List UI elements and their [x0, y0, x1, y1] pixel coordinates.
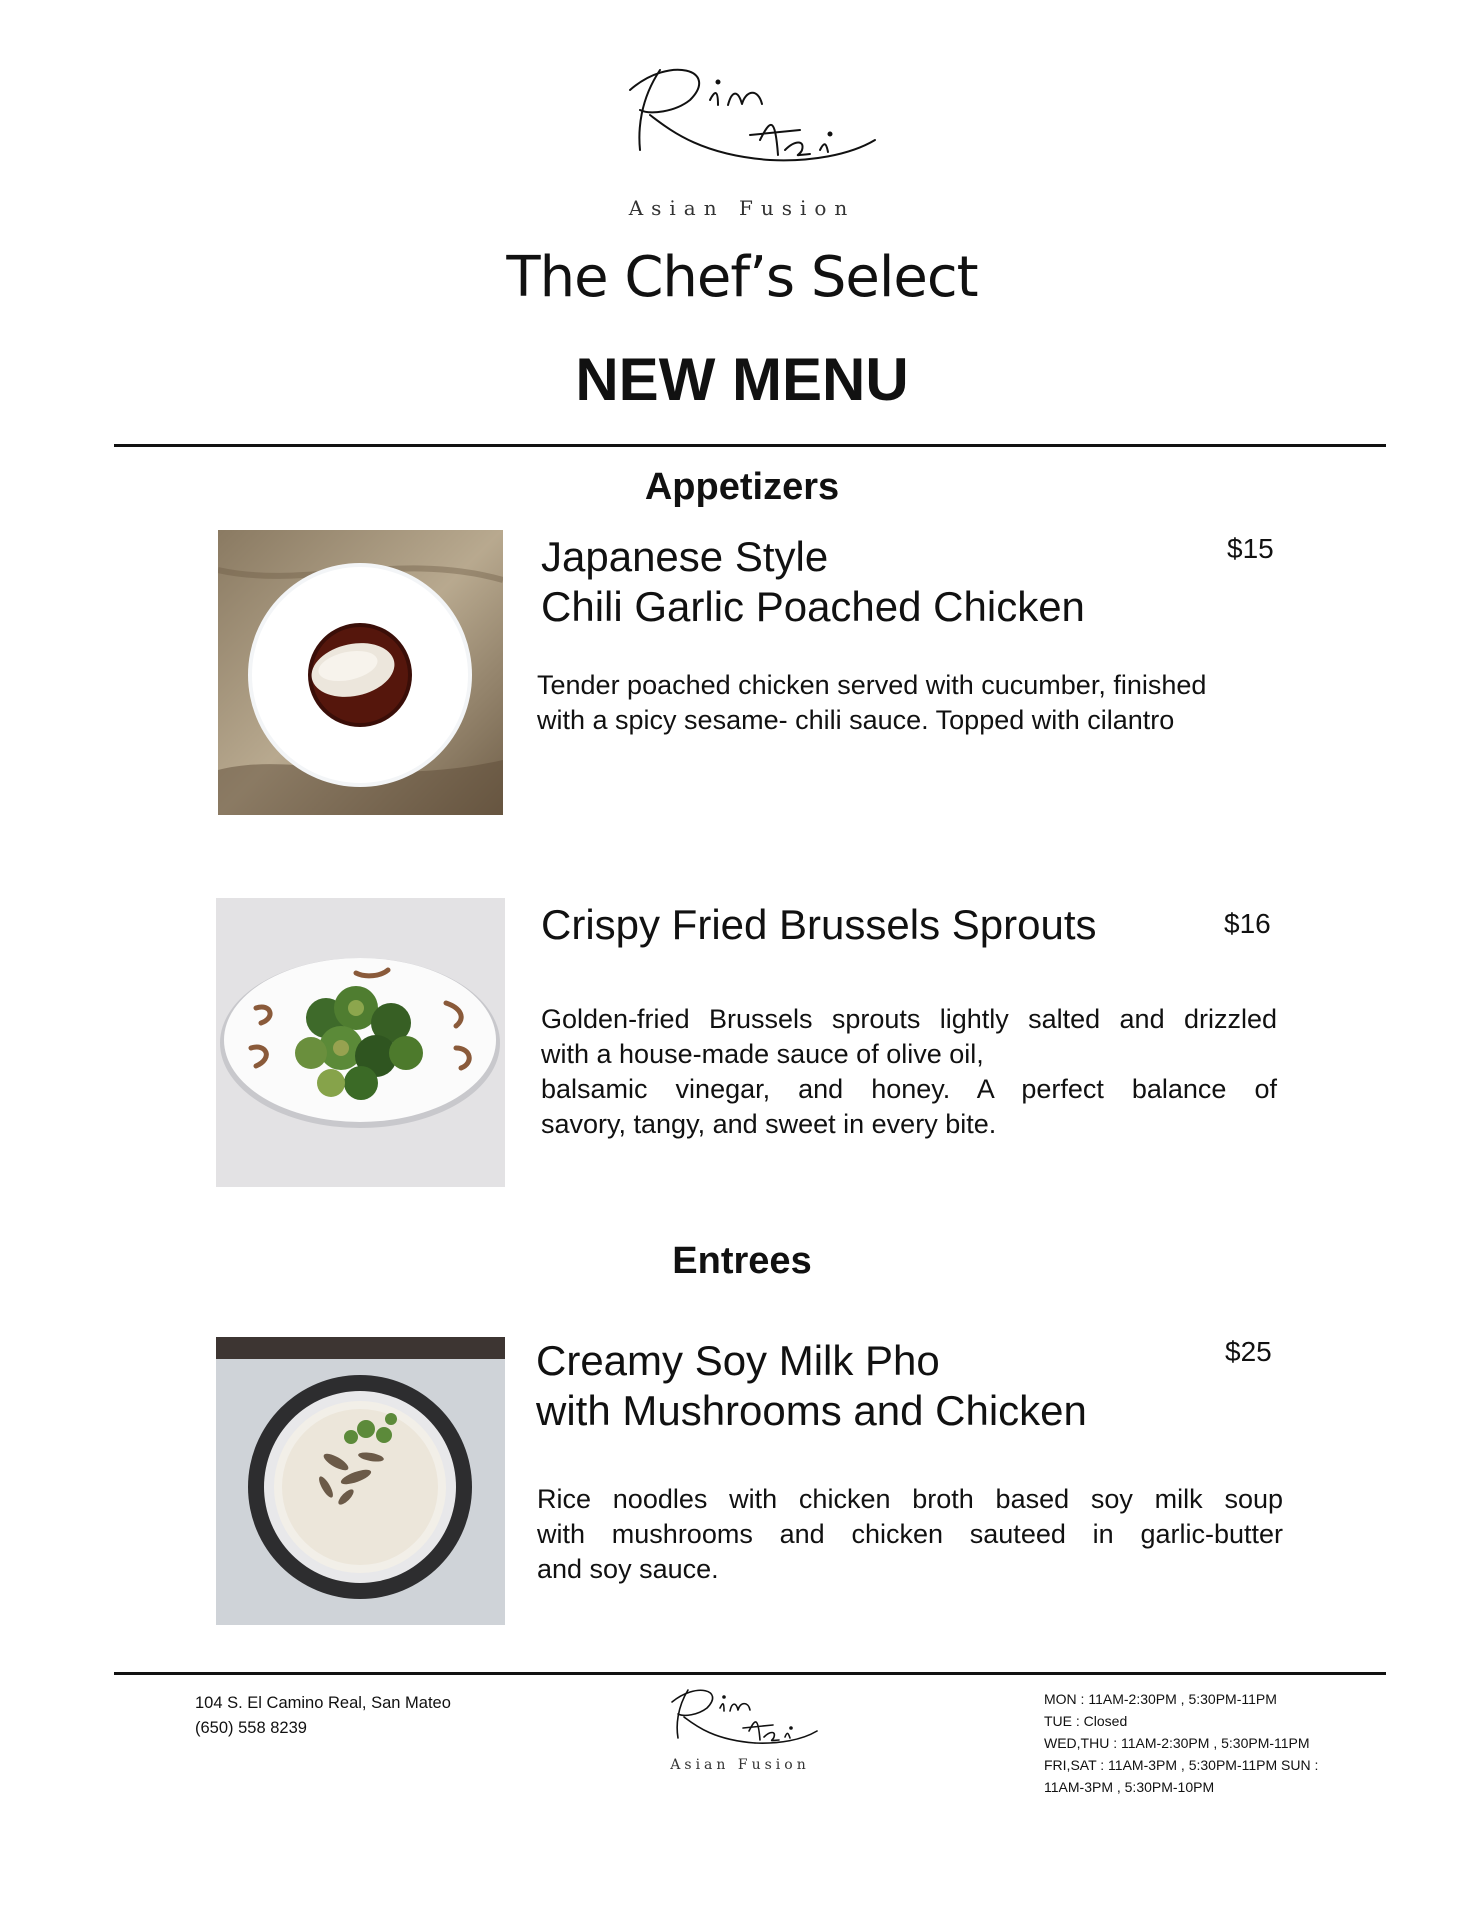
- menu-subtitle: NEW MENU: [575, 346, 909, 413]
- item-name-soy-milk-pho: Creamy Soy Milk Pho with Mushrooms and Chicken: [536, 1337, 1087, 1434]
- rintei-script-logo: [610, 60, 880, 180]
- menu-title: The Chef’s Select: [506, 245, 978, 310]
- footer-hours: [1044, 1688, 1344, 1798]
- chicken-dish-photo: [218, 530, 503, 815]
- pho-bowl-photo: [216, 1337, 505, 1625]
- logo-subtitle: Asian Fusion: [628, 196, 856, 220]
- header-divider: [114, 444, 1386, 447]
- footer-rintei-script-logo: [660, 1684, 820, 1754]
- footer-contact: [195, 1691, 451, 1741]
- section-heading-appetizers: Appetizers: [644, 466, 840, 508]
- hours-line: 11AM-3PM , 5:30PM-10PM: [1044, 1779, 1215, 1795]
- item-description-brussels-sprouts: Golden-fried Brussels sprouts lightly salted and drizzled with a house-made sauce of olive oil, balsamic vinegar, and honey. A perfect balance of savory, tangy, and sweet in every bite.: [541, 1004, 1277, 1139]
- section-heading-entrees: Entrees: [672, 1240, 812, 1282]
- item-price-brussels-sprouts: $16: [1224, 908, 1271, 939]
- item-price-chili-chicken: $15: [1227, 533, 1274, 564]
- item-price-soy-milk-pho: $25: [1225, 1336, 1272, 1367]
- item-name-chili-chicken: Japanese Style Chili Garlic Poached Chicken: [541, 533, 1085, 630]
- brussels-sprouts-photo: [216, 898, 505, 1187]
- footer-divider: [114, 1672, 1386, 1675]
- hours-line: WED,THU : 11AM-2:30PM , 5:30PM-11PM: [1044, 1735, 1310, 1751]
- hours-line: TUE : Closed: [1044, 1713, 1128, 1729]
- footer-logo-subtitle: Asian Fusion: [670, 1757, 810, 1773]
- hours-line: MON : 11AM-2:30PM , 5:30PM-11PM: [1044, 1691, 1277, 1707]
- item-description-chili-chicken: Tender poached chicken served with cucumber, finished with a spicy sesame- chili sauce. Topped with cilantro: [537, 670, 1207, 735]
- footer-address: 104 S. El Camino Real, San Mateo: [195, 1694, 451, 1712]
- item-description-soy-milk-pho: Rice noodles with chicken broth based soy milk soup with mushrooms and chicken sauteed in garlic-butter and soy sauce.: [537, 1484, 1283, 1584]
- hours-line: FRI,SAT : 11AM-3PM , 5:30PM-11PM SUN :: [1044, 1757, 1319, 1773]
- item-name-brussels-sprouts: Crispy Fried Brussels Sprouts: [541, 901, 1097, 948]
- footer-phone: (650) 558 8239: [195, 1719, 307, 1737]
